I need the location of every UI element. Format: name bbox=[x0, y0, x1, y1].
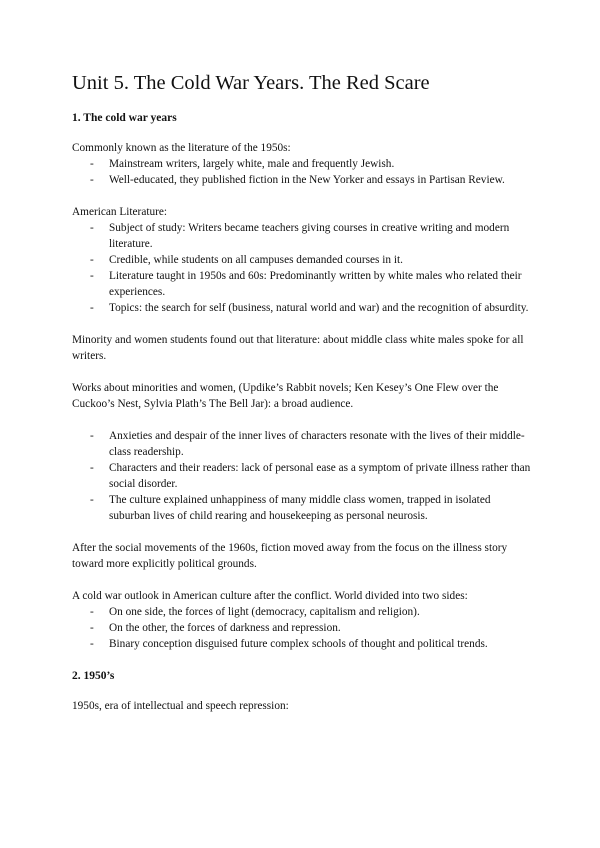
list-item: - Characters and their readers: lack of personal ease as a symptom of private illness rather than social disorder. bbox=[72, 460, 532, 492]
section2-intro-paragraph: 1950s, era of intellectual and speech repression: bbox=[72, 700, 289, 712]
list-item: - Anxieties and despair of the inner lives of characters resonate with the lives of their middle-class readership. bbox=[72, 428, 532, 460]
list-item: - On one side, the forces of light (democracy, capitalism and religion). bbox=[72, 604, 532, 620]
list-item: - The culture explained unhappiness of many middle class women, trapped in isolated suburban lives of child rearing and housekeeping as personal neurosis. bbox=[72, 492, 532, 524]
document-body bbox=[72, 110, 532, 730]
page-title: Unit 5. The Cold War Years. The Red Scare bbox=[72, 72, 430, 94]
section-heading-1950s: 2. 1950’s bbox=[72, 670, 115, 682]
section-heading-cold-war-years: 1. The cold war years bbox=[72, 112, 177, 124]
list-item: - Well-educated, they published fiction in the New Yorker and essays in Partisan Review. bbox=[72, 172, 532, 188]
list-item: - Subject of study: Writers became teachers giving courses in creative writing and modern literature. bbox=[72, 220, 532, 252]
intro-list bbox=[72, 156, 532, 188]
list-item: - Credible, while students on all campuses demanded courses in it. bbox=[72, 252, 532, 268]
list-item: - Topics: the search for self (business, natural world and war) and the recognition of absurdity. bbox=[72, 300, 532, 316]
cold-war-outlook-paragraph: A cold war outlook in American culture after the conflict. World divided into two sides: bbox=[72, 590, 468, 602]
list-item: - On the other, the forces of darkness and repression. bbox=[72, 620, 532, 636]
list-item: - Mainstream writers, largely white, male and frequently Jewish. bbox=[72, 156, 532, 172]
cold-war-sides-list bbox=[72, 604, 532, 652]
works-paragraph: Works about minorities and women, (Updike’s Rabbit novels; Ken Kesey’s One Flew over the Cuckoo’s Nest, Sylvia Plath’s The Bell Jar): a broad audience. bbox=[72, 382, 499, 410]
list-item: - Binary conception disguised future complex schools of thought and political trends. bbox=[72, 636, 532, 652]
minority-paragraph: Minority and women students found out that literature: about middle class white males spoke for all writers. bbox=[72, 334, 524, 362]
american-literature-label: American Literature: bbox=[72, 206, 168, 218]
after-1960s-paragraph: After the social movements of the 1960s, fiction moved away from the focus on the illness story toward more explicitly political grounds. bbox=[72, 542, 508, 570]
anxiety-list bbox=[72, 428, 532, 524]
american-literature-list bbox=[72, 220, 532, 316]
list-item: - Literature taught in 1950s and 60s: Predominantly written by white males who related their experiences. bbox=[72, 268, 532, 300]
intro-paragraph: Commonly known as the literature of the 1950s: bbox=[72, 142, 291, 154]
